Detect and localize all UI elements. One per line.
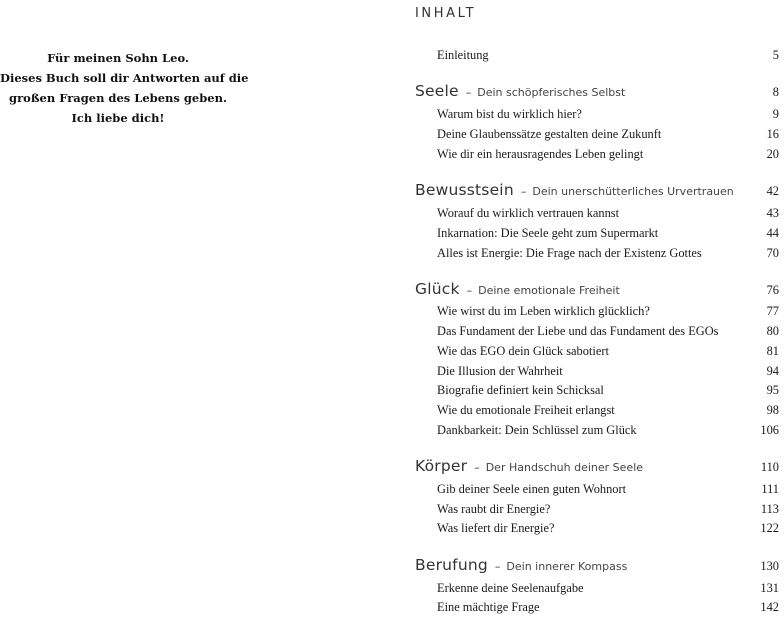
part-subtitle: Dein schöpferisches Selbst (477, 86, 626, 99)
entry-title: Biografie definiert kein Schicksal (437, 383, 604, 397)
entry-page: 16 (766, 127, 779, 141)
toc-entry (437, 480, 779, 498)
toc-entry (437, 519, 779, 537)
entry-title: Deine Glaubenssätze gestalten deine Zukunft (437, 127, 662, 141)
part-title: Bewusstsein (415, 181, 514, 199)
toc-heading: INHALT (415, 6, 477, 21)
entry-title: Worauf du wirklich vertrauen kannst (437, 206, 620, 220)
dedication-line: Ich liebe dich! (71, 111, 165, 125)
entry-page: 80 (766, 324, 779, 338)
entry-title: Die Illusion der Wahrheit (437, 364, 563, 378)
toc-entry (437, 105, 779, 123)
entry-page: 44 (766, 226, 779, 240)
entry-page: 9 (772, 107, 779, 121)
entry-page: 70 (766, 246, 779, 260)
part-dash: – (474, 461, 480, 474)
toc-entry (437, 381, 779, 399)
toc-entry (437, 342, 779, 360)
part-dash: – (466, 284, 473, 297)
toc-entry (437, 125, 779, 143)
part-page: 110 (760, 460, 779, 474)
part-subtitle: Deine emotionale Freiheit (478, 284, 620, 297)
part-title: Seele (415, 82, 459, 100)
entry-page: 77 (766, 304, 779, 318)
entry-page: 122 (760, 521, 779, 535)
toc-entry (437, 244, 779, 262)
entry-page: 43 (766, 206, 779, 220)
toc-entry (437, 421, 779, 439)
entry-page: 95 (766, 383, 779, 397)
entry-title: Eine mächtige Frage (437, 600, 540, 614)
toc-page (392, 0, 784, 627)
toc-entry-intro (437, 46, 779, 64)
entry-title: Wie wirst du im Leben wirklich glücklich? (437, 304, 650, 318)
part-subtitle: Dein innerer Kompass (506, 560, 628, 573)
part-page: 130 (760, 559, 779, 573)
toc-part-glueck (415, 280, 779, 302)
entry-title: Gib deiner Seele einen guten Wohnort (437, 482, 627, 496)
entry-title: Wie das EGO dein Glück sabotiert (437, 344, 609, 358)
entry-title: Warum bist du wirklich hier? (437, 107, 582, 121)
toc-entry (437, 204, 779, 222)
toc-entry (437, 224, 779, 242)
entry-title: Wie dir ein herausragendes Leben gelingt (437, 147, 644, 161)
entry-page: 131 (760, 581, 779, 595)
entry-title: Alles ist Energie: Die Frage nach der Existenz Gottes (437, 246, 702, 260)
entry-title: Erkenne deine Seelenaufgabe (437, 581, 584, 595)
entry-page: 98 (766, 403, 779, 417)
entry-title: Was raubt dir Energie? (437, 502, 551, 516)
entry-title: Wie du emotionale Freiheit erlangst (437, 403, 615, 417)
entry-page: 113 (760, 502, 779, 516)
toc-entry (437, 598, 779, 616)
entry-page: 81 (766, 344, 779, 358)
dedication-line: Für meinen Sohn Leo. (47, 51, 189, 65)
entry-page: 5 (772, 48, 779, 62)
entry-page: 111 (761, 482, 779, 496)
dedication-line: Dieses Buch soll dir Antworten auf die (0, 71, 249, 85)
entry-page: 94 (766, 364, 779, 378)
part-dash: – (520, 185, 527, 198)
toc-part-koerper (415, 457, 779, 479)
part-page: 76 (766, 283, 779, 297)
entry-title: Inkarnation: Die Seele geht zum Supermarkt (437, 226, 659, 240)
toc-part-berufung (415, 556, 779, 578)
entry-title: Dankbarkeit: Dein Schlüssel zum Glück (437, 423, 637, 437)
part-title: Körper (415, 457, 468, 475)
entry-page: 142 (760, 600, 779, 614)
entry-title: Das Fundament der Liebe und das Fundament des EGOs (437, 324, 719, 338)
toc-entry (437, 302, 779, 320)
part-page: 42 (766, 184, 779, 198)
toc-entry (437, 145, 779, 163)
part-dash: – (465, 86, 472, 99)
toc-entry (437, 500, 779, 518)
entry-title: Einleitung (437, 48, 489, 62)
part-subtitle: Dein unerschütterliches Urvertrauen (532, 185, 734, 198)
part-title: Glück (415, 280, 460, 298)
part-page: 8 (772, 85, 779, 99)
toc-entry (437, 322, 779, 340)
toc-part-bewusstsein (415, 181, 779, 203)
dedication-line: großen Fragen des Lebens geben. (9, 91, 227, 105)
dedication (0, 48, 249, 128)
toc-part-seele (415, 82, 779, 104)
part-subtitle: Der Handschuh deiner Seele (485, 461, 644, 474)
part-dash: – (494, 560, 501, 573)
entry-page: 106 (760, 423, 779, 437)
part-title: Berufung (415, 556, 488, 574)
toc-entry (437, 362, 779, 380)
toc-entry (437, 401, 779, 419)
entry-title: Was liefert dir Energie? (437, 521, 555, 535)
entry-page: 20 (766, 147, 779, 161)
toc-entry (437, 579, 779, 597)
